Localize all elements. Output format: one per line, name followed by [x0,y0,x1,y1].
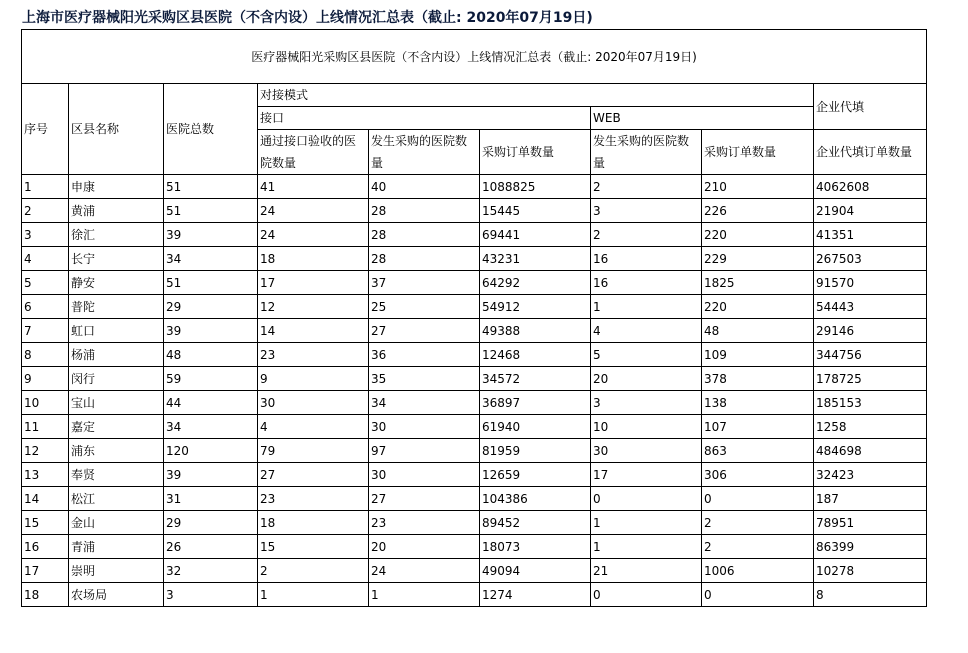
cell-iface-orders: 61940 [480,415,591,439]
cell-total: 39 [164,223,258,247]
cell-iface-accepted: 14 [258,319,369,343]
table-row [22,175,927,199]
cell-company-orders: 86399 [814,535,927,559]
cell-total: 29 [164,295,258,319]
header-web-orders: 采购订单数量 [702,130,814,175]
cell-iface-orders: 43231 [480,247,591,271]
cell-total: 39 [164,463,258,487]
table-row [22,199,927,223]
header-iface-purchasing: 发生采购的医院数量 [369,130,480,175]
cell-total: 26 [164,535,258,559]
cell-iface-accepted: 30 [258,391,369,415]
cell-company-orders: 1258 [814,415,927,439]
cell-web-orders: 229 [702,247,814,271]
cell-seq: 16 [22,535,69,559]
cell-iface-purchasing: 34 [369,391,480,415]
table-row [22,535,927,559]
cell-iface-purchasing: 37 [369,271,480,295]
cell-district: 农场局 [69,583,164,607]
cell-district: 浦东 [69,439,164,463]
table-row [22,271,927,295]
cell-company-orders: 21904 [814,199,927,223]
table-row [22,295,927,319]
cell-seq: 5 [22,271,69,295]
cell-district: 虹口 [69,319,164,343]
cell-seq: 1 [22,175,69,199]
cell-web-purchasing: 20 [591,367,702,391]
cell-iface-orders: 36897 [480,391,591,415]
header-iface-accepted: 通过接口验收的医院数量 [258,130,369,175]
cell-seq: 18 [22,583,69,607]
table-row [22,463,927,487]
table-row [22,391,927,415]
cell-iface-accepted: 17 [258,271,369,295]
cell-web-purchasing: 0 [591,487,702,511]
cell-web-purchasing: 1 [591,511,702,535]
cell-district: 闵行 [69,367,164,391]
page-title: 上海市医疗器械阳光采购区县医院（不含内设）上线情况汇总表（截止: 2020年07月19日) [22,10,593,26]
cell-total: 51 [164,271,258,295]
cell-web-purchasing: 30 [591,439,702,463]
cell-iface-orders: 15445 [480,199,591,223]
cell-iface-orders: 12659 [480,463,591,487]
header-iface-orders: 采购订单数量 [480,130,591,175]
cell-web-orders: 863 [702,439,814,463]
cell-web-purchasing: 2 [591,223,702,247]
cell-company-orders: 178725 [814,367,927,391]
cell-company-orders: 32423 [814,463,927,487]
cell-web-purchasing: 3 [591,391,702,415]
cell-iface-orders: 34572 [480,367,591,391]
cell-iface-accepted: 24 [258,199,369,223]
header-company-orders: 企业代填订单数量 [814,130,927,175]
cell-iface-purchasing: 30 [369,463,480,487]
cell-company-orders: 10278 [814,559,927,583]
cell-total: 51 [164,199,258,223]
cell-web-purchasing: 17 [591,463,702,487]
cell-iface-orders: 54912 [480,295,591,319]
cell-iface-purchasing: 23 [369,511,480,535]
cell-iface-orders: 49388 [480,319,591,343]
cell-web-purchasing: 21 [591,559,702,583]
cell-iface-accepted: 2 [258,559,369,583]
table-row [22,511,927,535]
cell-company-orders: 344756 [814,343,927,367]
cell-web-purchasing: 16 [591,247,702,271]
cell-iface-orders: 89452 [480,511,591,535]
cell-total: 3 [164,583,258,607]
cell-total: 29 [164,511,258,535]
cell-company-orders: 8 [814,583,927,607]
cell-web-orders: 226 [702,199,814,223]
cell-district: 普陀 [69,295,164,319]
cell-iface-purchasing: 27 [369,487,480,511]
cell-district: 宝山 [69,391,164,415]
cell-web-purchasing: 1 [591,295,702,319]
header-mode: 对接模式 [258,84,814,107]
cell-iface-purchasing: 24 [369,559,480,583]
cell-company-orders: 185153 [814,391,927,415]
cell-web-purchasing: 16 [591,271,702,295]
cell-seq: 6 [22,295,69,319]
cell-total: 59 [164,367,258,391]
cell-seq: 2 [22,199,69,223]
cell-seq: 7 [22,319,69,343]
cell-district: 嘉定 [69,415,164,439]
cell-seq: 17 [22,559,69,583]
cell-seq: 12 [22,439,69,463]
cell-web-purchasing: 0 [591,583,702,607]
cell-iface-purchasing: 40 [369,175,480,199]
cell-web-orders: 1825 [702,271,814,295]
table-row [22,223,927,247]
cell-web-orders: 109 [702,343,814,367]
cell-company-orders: 187 [814,487,927,511]
cell-seq: 10 [22,391,69,415]
cell-iface-accepted: 4 [258,415,369,439]
cell-web-orders: 220 [702,223,814,247]
header-total: 医院总数 [164,84,258,175]
cell-iface-accepted: 18 [258,511,369,535]
cell-iface-orders: 18073 [480,535,591,559]
cell-iface-orders: 1088825 [480,175,591,199]
cell-total: 34 [164,415,258,439]
cell-seq: 11 [22,415,69,439]
cell-seq: 8 [22,343,69,367]
cell-web-purchasing: 2 [591,175,702,199]
cell-company-orders: 78951 [814,511,927,535]
cell-iface-accepted: 41 [258,175,369,199]
table-row [22,367,927,391]
cell-iface-purchasing: 20 [369,535,480,559]
cell-district: 松江 [69,487,164,511]
cell-district: 奉贤 [69,463,164,487]
cell-iface-purchasing: 1 [369,583,480,607]
cell-web-orders: 378 [702,367,814,391]
header-web-purchasing: 发生采购的医院数量 [591,130,702,175]
cell-district: 杨浦 [69,343,164,367]
header-district: 区县名称 [69,84,164,175]
cell-iface-purchasing: 28 [369,247,480,271]
header-interface: 接口 [258,107,591,130]
cell-iface-orders: 104386 [480,487,591,511]
cell-iface-purchasing: 25 [369,295,480,319]
cell-iface-purchasing: 28 [369,223,480,247]
cell-district: 黄浦 [69,199,164,223]
cell-company-orders: 4062608 [814,175,927,199]
cell-seq: 3 [22,223,69,247]
cell-web-purchasing: 1 [591,535,702,559]
cell-seq: 9 [22,367,69,391]
summary-table [21,29,927,607]
header-web: WEB [591,107,814,130]
cell-web-orders: 0 [702,583,814,607]
cell-iface-purchasing: 30 [369,415,480,439]
cell-total: 48 [164,343,258,367]
cell-total: 31 [164,487,258,511]
cell-seq: 15 [22,511,69,535]
cell-company-orders: 54443 [814,295,927,319]
cell-web-purchasing: 4 [591,319,702,343]
cell-seq: 4 [22,247,69,271]
cell-iface-purchasing: 27 [369,319,480,343]
cell-web-orders: 220 [702,295,814,319]
cell-district: 青浦 [69,535,164,559]
cell-iface-accepted: 79 [258,439,369,463]
cell-iface-accepted: 12 [258,295,369,319]
cell-company-orders: 91570 [814,271,927,295]
cell-district: 申康 [69,175,164,199]
cell-iface-orders: 81959 [480,439,591,463]
cell-iface-accepted: 15 [258,535,369,559]
cell-total: 34 [164,247,258,271]
cell-total: 32 [164,559,258,583]
cell-iface-purchasing: 97 [369,439,480,463]
cell-web-orders: 0 [702,487,814,511]
table-row [22,343,927,367]
cell-web-purchasing: 5 [591,343,702,367]
cell-company-orders: 29146 [814,319,927,343]
cell-seq: 13 [22,463,69,487]
cell-iface-accepted: 9 [258,367,369,391]
cell-web-orders: 2 [702,535,814,559]
cell-iface-accepted: 18 [258,247,369,271]
cell-company-orders: 484698 [814,439,927,463]
cell-district: 静安 [69,271,164,295]
table-caption: 医疗器械阳光采购区县医院（不含内设）上线情况汇总表（截止: 2020年07月19日) [22,30,927,84]
table-row [22,439,927,463]
cell-iface-orders: 64292 [480,271,591,295]
cell-iface-orders: 69441 [480,223,591,247]
cell-iface-purchasing: 35 [369,367,480,391]
cell-company-orders: 267503 [814,247,927,271]
cell-iface-accepted: 23 [258,487,369,511]
cell-district: 崇明 [69,559,164,583]
cell-district: 长宁 [69,247,164,271]
table-row [22,583,927,607]
table-row [22,415,927,439]
cell-web-orders: 107 [702,415,814,439]
cell-iface-orders: 1274 [480,583,591,607]
cell-web-orders: 210 [702,175,814,199]
cell-iface-orders: 12468 [480,343,591,367]
cell-total: 44 [164,391,258,415]
table-row [22,319,927,343]
cell-web-orders: 48 [702,319,814,343]
cell-iface-purchasing: 36 [369,343,480,367]
cell-web-orders: 2 [702,511,814,535]
cell-web-purchasing: 10 [591,415,702,439]
cell-seq: 14 [22,487,69,511]
cell-iface-accepted: 23 [258,343,369,367]
cell-iface-orders: 49094 [480,559,591,583]
header-company: 企业代填 [814,84,927,130]
header-seq: 序号 [22,84,69,175]
cell-company-orders: 41351 [814,223,927,247]
cell-total: 39 [164,319,258,343]
cell-iface-purchasing: 28 [369,199,480,223]
table-row [22,247,927,271]
cell-web-orders: 138 [702,391,814,415]
cell-total: 51 [164,175,258,199]
cell-web-orders: 1006 [702,559,814,583]
cell-web-orders: 306 [702,463,814,487]
cell-district: 徐汇 [69,223,164,247]
table-row [22,559,927,583]
cell-iface-accepted: 24 [258,223,369,247]
cell-iface-accepted: 27 [258,463,369,487]
cell-total: 120 [164,439,258,463]
cell-web-purchasing: 3 [591,199,702,223]
cell-iface-accepted: 1 [258,583,369,607]
table-row [22,487,927,511]
cell-district: 金山 [69,511,164,535]
